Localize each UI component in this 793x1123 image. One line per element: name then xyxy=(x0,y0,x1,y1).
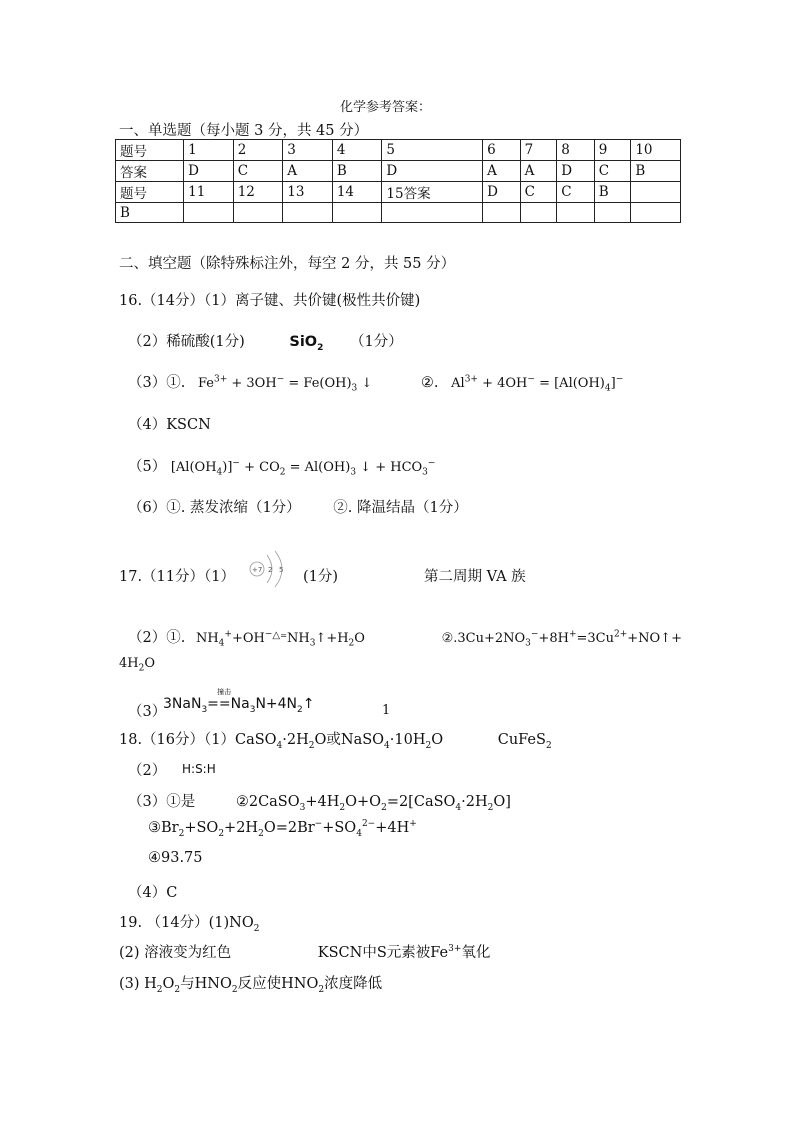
q18-heading: 18.（16分）$(1)CaSO_4\cdot 2H_2O$或$NaSO_4\cdot 10H_2O$ CuFeS$_2$ xyxy=(119,732,552,751)
answer-table-cell xyxy=(631,203,681,223)
q17-score: (1分) xyxy=(303,569,339,585)
answer-table xyxy=(115,139,681,223)
fe-equation: $Fe^{3+} + 3OH^- = Fe(OH)_3$ ↓ xyxy=(197,374,373,394)
answer-table-cell: A xyxy=(483,161,521,182)
answer-table-cell xyxy=(283,203,333,223)
answer-table-cell: D xyxy=(382,161,483,182)
q17-part2-continued: $4H_2O$ xyxy=(119,656,156,674)
answer-table-cell: A xyxy=(283,161,333,182)
nitrogen-atom-structure-diagram xyxy=(243,545,293,595)
bromine-equation: $③Br_2+SO_2+2H_2O=2Br^-+SO_4^{2-}+4H^+$ xyxy=(148,819,417,839)
svg-text:2: 2 xyxy=(268,566,273,574)
q19-part3: (3) $H_2O_2$与$HNO_2$反应使$HNO_2$浓度降低 xyxy=(119,976,383,995)
q17-heading: 17.（11分）（1） xyxy=(119,569,235,585)
q16-part3: （3）①. $Fe^{3+} + 3OH^- = Fe(OH)_3$ ↓ ②. $Al^{3+} + 4OH^- = [Al(OH)_4]^-$ xyxy=(128,374,624,394)
al-equation: $Al^{3+} + 4OH^- = [Al(OH)_4]^-$ xyxy=(451,374,624,394)
answer-table-cell: D xyxy=(483,182,521,203)
page-number: 1 xyxy=(382,703,391,718)
answer-table-cell xyxy=(557,203,595,223)
answer-table-cell: C xyxy=(594,161,631,182)
answer-table-cell: 2 xyxy=(233,140,283,161)
svg-text:+7: +7 xyxy=(252,566,263,574)
q16-part6: （6）①. 蒸发浓缩（1分） ②. 降温结晶（1分） xyxy=(128,500,468,516)
svg-text:5: 5 xyxy=(279,566,284,574)
answer-table-cell: B xyxy=(332,161,382,182)
q18-part3: （3）①是 $②2CaSO_3+4H_2O+O_2=2[CaSO_4\cdot 2H_2O]$ xyxy=(128,794,511,813)
answer-table-cell xyxy=(184,203,234,223)
answer-table-cell: 题号 xyxy=(116,140,184,161)
answer-table-cell xyxy=(332,203,382,223)
answer-table-cell: 6 xyxy=(483,140,521,161)
q16-part4: （4）KSCN xyxy=(128,417,211,433)
cufes2-formula: CuFeS$_2$ xyxy=(497,732,552,751)
q18-part3-item4: ④93.75 xyxy=(148,850,203,866)
answer-table-cell: 13 xyxy=(283,182,333,203)
sodium-azide-equation: 3NaN$_3$ 撞击 $==Na_3N+4N_2↑$ xyxy=(163,688,315,715)
answer-table-row xyxy=(116,140,681,161)
q17-part2: （2）①. $NH_4^++OH^{-\triangle}^=NH_3↑+H_2O$ $②.3Cu+2NO_3^-+8H^+=3Cu^{2+}+NO↑+$ xyxy=(128,629,682,649)
answer-table-cell: 题号 xyxy=(116,182,184,203)
answer-table-cell: C xyxy=(233,161,283,182)
answer-table-cell: 10 xyxy=(631,140,681,161)
alumina-equation: $[Al(OH_4)]^- + CO_2 = Al(OH)_3$ ↓ + $HCO_3^-$ xyxy=(170,458,436,478)
answer-table-cell: 8 xyxy=(557,140,595,161)
q19-heading: 19. （14分）$(1)NO_2$ xyxy=(119,915,260,934)
answer-table-cell: 4 xyxy=(332,140,382,161)
answer-table-cell: 9 xyxy=(594,140,631,161)
answer-table-row xyxy=(116,203,681,223)
h2s-electron-structure: H:S:H xyxy=(182,762,216,776)
answer-table-cell xyxy=(233,203,283,223)
section1-heading: 一、单选题（每小题 3 分，共 45 分） xyxy=(119,123,369,139)
q16-heading: 16.（14分）（1）离子键、共价键(极性共价键) xyxy=(119,293,421,309)
answer-table-cell: 15答案 xyxy=(382,182,483,203)
answer-table-cell: B xyxy=(594,182,631,203)
answer-table-cell: C xyxy=(520,182,557,203)
answer-table-cell: 答案 xyxy=(116,161,184,182)
q18-part2: （2） xyxy=(128,763,167,779)
answer-table-cell: 3 xyxy=(283,140,333,161)
sio2-formula: SiO$_2$ xyxy=(289,334,324,353)
answer-table-cell: 11 xyxy=(184,182,234,203)
answer-table-cell xyxy=(631,182,681,203)
answer-table-cell: 1 xyxy=(184,140,234,161)
answer-table-cell: C xyxy=(557,182,595,203)
q18-part4: （4）C xyxy=(128,885,178,901)
q17-period: 第二周期 VA 族 xyxy=(424,569,526,585)
answer-table-row xyxy=(116,182,681,203)
q16-part5: （5） $[Al(OH_4)]^- + CO_2 = Al(OH)_3$ ↓ + $HCO_3^-$ xyxy=(128,458,436,478)
answer-table-cell: D xyxy=(184,161,234,182)
answer-table-row xyxy=(116,161,681,182)
q17-part3: （3） xyxy=(128,704,167,720)
answer-table-cell: 12 xyxy=(233,182,283,203)
answer-table-cell xyxy=(382,203,483,223)
answer-table-cell: D xyxy=(557,161,595,182)
answer-table-cell: B xyxy=(116,203,184,223)
copper-equation: $②.3Cu+2NO_3^-+8H^+=3Cu^{2+}+NO↑+$ xyxy=(441,629,682,649)
answer-table-cell xyxy=(483,203,521,223)
caso3-equation: $②2CaSO_3+4H_2O+O_2=2[CaSO_4\cdot 2H_2O]$ xyxy=(235,794,511,813)
answer-table-cell xyxy=(520,203,557,223)
q16-part2: （2）稀硫酸(1分) SiO$_2$ （1分） xyxy=(128,334,403,353)
section2-heading: 二、填空题（除特殊标注外，每空 2 分，共 55 分） xyxy=(119,256,456,272)
ammonia-equation: $NH_4^++OH^{-\triangle}^=NH_3↑+H_2O$ xyxy=(195,629,365,649)
answer-table-cell xyxy=(594,203,631,223)
answer-table-cell: 14 xyxy=(332,182,382,203)
q19-part2: (2) 溶液变为红色 KSCN中S元素被$Fe^{3+}$氧化 xyxy=(119,944,491,961)
answer-table-cell: 7 xyxy=(520,140,557,161)
answer-table-cell: B xyxy=(631,161,681,182)
page-title: 化学参考答案： xyxy=(340,100,432,115)
answer-table-cell: A xyxy=(520,161,557,182)
answer-table-cell: 5 xyxy=(382,140,483,161)
